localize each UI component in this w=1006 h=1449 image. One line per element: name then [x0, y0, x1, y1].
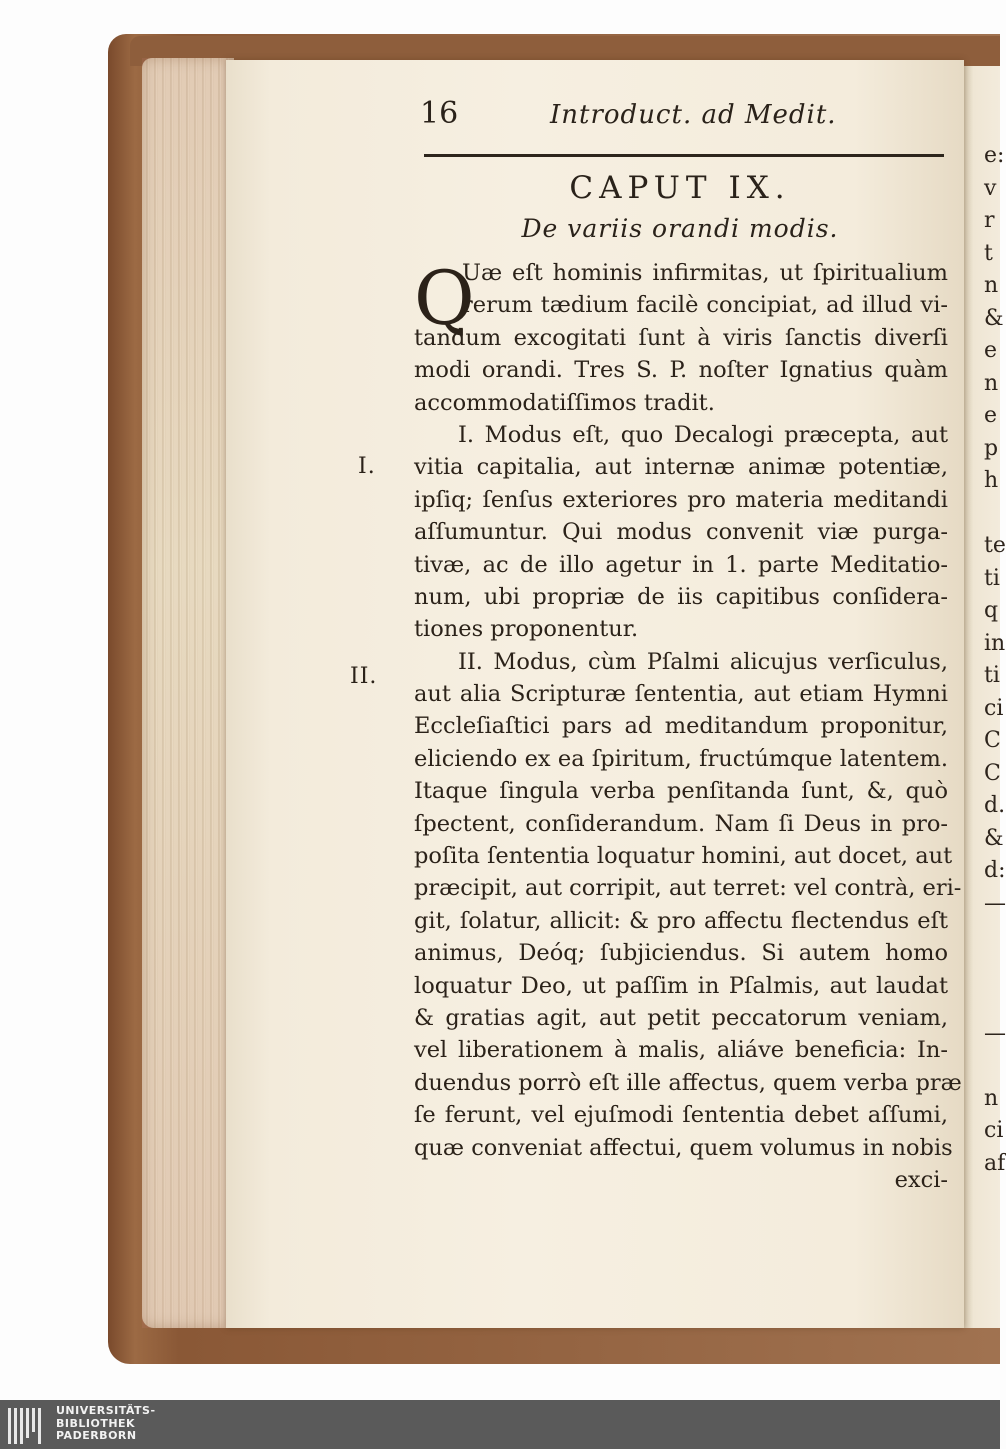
facing-fragment: — [984, 1020, 1006, 1046]
margin-marker-1: I. [358, 454, 376, 479]
facing-fragment: e [984, 403, 998, 428]
logo-text-line: PADERBORN [56, 1429, 137, 1442]
logo-text-line: UNIVERSITÄTS- [56, 1404, 156, 1417]
text-line: git, ſolatur, allicit: & pro affectu flectendus eſt [414, 907, 948, 934]
facing-fragment: ti [984, 565, 1000, 591]
facing-fragment: p [984, 435, 999, 461]
facing-fragment: n [984, 1085, 999, 1111]
facing-fragment [984, 498, 1004, 531]
chapter-title: CAPUT IX. [569, 170, 791, 206]
facing-fragment: ti [984, 663, 1000, 688]
catchword: exci- [894, 1166, 948, 1193]
facing-fragment: C [984, 728, 1001, 753]
text-line: duendus porrò eſt ille affectus, quem verba præ [414, 1069, 962, 1096]
text-line: præcipit, aut corripit, aut terret: vel contrà, eri- [414, 875, 962, 902]
facing-fragment: — [984, 890, 1006, 916]
facing-fragment: af [984, 1150, 1006, 1176]
body-text [414, 257, 962, 1196]
text-line: aut alia Scripturæ ſententia, aut etiam Hymni [414, 681, 948, 708]
facing-fragment: d: [984, 858, 1006, 883]
facing-fragment [984, 985, 1004, 1018]
facing-fragment: te [984, 533, 1006, 558]
text-line: loquatur Deo, ut paſſim in Pſalmis, aut laudat [414, 972, 948, 999]
facing-page-text [984, 140, 1004, 1180]
facing-fragment [984, 920, 1004, 953]
text-line: ſe ferunt, vel ejuſmodi ſententia debet aſſumi, [414, 1102, 948, 1129]
chapter-subtitle: De variis orandi modis. [521, 214, 839, 243]
text-line: tandum excogitati ſunt à viris ſanctis diverſi [414, 324, 948, 351]
text-line: vitia capitalia, aut internæ animæ potentiæ, [414, 454, 948, 481]
text-line: quæ conveniat affectui, quem volumus in nobis [414, 1134, 953, 1161]
facing-fragment: v [984, 175, 997, 201]
running-title: Introduct. ad Medit. [550, 100, 837, 130]
facing-fragment: n [984, 370, 999, 396]
facing-fragment: & [984, 825, 1004, 851]
facing-fragment: d. [984, 793, 1006, 818]
running-head [410, 96, 950, 140]
facing-fragment: ci [984, 1118, 1004, 1143]
margin-marker-2: II. [350, 664, 378, 689]
text-line: & gratias agit, aut petit peccatorum veniam, [414, 1004, 948, 1031]
library-footer [0, 1400, 1000, 1449]
library-logo-icon [6, 1406, 46, 1446]
library-logo-text [56, 1405, 156, 1443]
facing-fragment [984, 953, 1004, 986]
facing-fragment: q [984, 598, 999, 623]
facing-fragment [984, 1050, 1004, 1083]
facing-fragment: h [984, 468, 999, 493]
text-line: ſpectent, conſiderandum. Nam ſi Deus in pro- [414, 810, 948, 837]
facing-fragment: n [984, 273, 999, 298]
section-1-paragraph [414, 419, 948, 646]
text-line: tiones proponentur. [414, 616, 639, 643]
text-line: num, ubi propriæ de iis capitibus conſidera- [414, 583, 948, 610]
text-line: accommodatiſſimos tradit. [414, 389, 715, 416]
intro-paragraph [414, 257, 948, 419]
section-2-paragraph [414, 646, 962, 1164]
text-line: eliciendo ex ea ſpiritum, fructúmque latentem. [414, 745, 948, 772]
header-rule [424, 154, 944, 157]
text-line: II. Modus, cùm Pſalmi alicujus verſiculus, [458, 648, 948, 675]
text-line: modi orandi. Tres S. P. noſter Ignatius quàm [414, 357, 948, 384]
drop-cap: Q [414, 256, 475, 342]
text-line: I. Modus eſt, quo Decalogi præcepta, aut [458, 421, 948, 448]
facing-fragment: e: [984, 143, 1005, 168]
facing-fragment: C [984, 760, 1001, 786]
page-edges [142, 58, 234, 1328]
text-line: Uæ eſt hominis infirmitas, ut ſpiritualium [462, 260, 948, 286]
logo-text-line: BIBLIOTHEK [56, 1416, 136, 1430]
text-line: Eccleſiaſtici pars ad meditandum proponitur, [414, 713, 948, 740]
facing-fragment: & [984, 305, 1004, 331]
text-line: poſita ſententia loquatur homini, aut docet, aut [414, 843, 953, 870]
text-line: tivæ, ac de illo agetur in 1. parte Meditatio- [414, 551, 948, 578]
facing-fragment: ci [984, 695, 1004, 721]
text-line: aſſumuntur. Qui modus convenit viæ purga- [414, 519, 948, 546]
facing-fragment: in [984, 630, 1006, 656]
page-number: 16 [420, 96, 459, 131]
text-line: rerum tædium facilè concipiat, ad illud vi- [462, 292, 948, 319]
facing-fragment: e [984, 338, 998, 363]
facing-fragment: t [984, 240, 993, 266]
text-line: vel liberationem à malis, aliáve beneficia: In- [414, 1037, 948, 1064]
text-line: ipſiq; ſenſus exteriores pro materia meditandi [414, 486, 948, 513]
text-line: Itaque ſingula verba penſitanda ſunt, &, quò [414, 778, 948, 805]
facing-fragment: r [984, 208, 995, 233]
text-line: animus, Deóq; ſubjiciendus. Si autem homo [414, 940, 948, 967]
